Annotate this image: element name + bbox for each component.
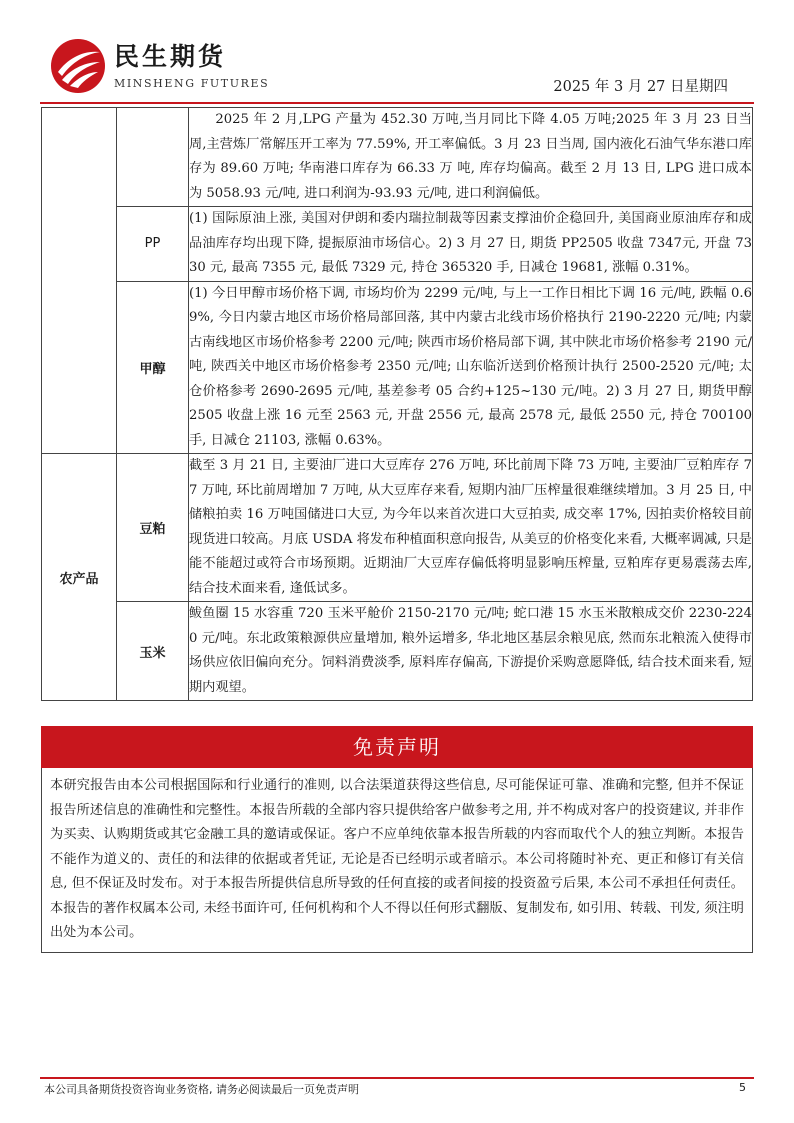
product-label-soymeal: 豆粕	[117, 454, 189, 602]
category-cell-energy	[42, 108, 117, 454]
header-divider	[40, 102, 754, 104]
category-label-agri: 农产品	[42, 454, 117, 701]
product-cell-lpg	[117, 108, 189, 207]
brand-english-name: MINSHENG FUTURES	[114, 77, 270, 90]
footer-divider	[40, 1077, 754, 1079]
disclaimer-title: 免责声明	[41, 726, 753, 768]
soymeal-analysis-text: 截至 3 月 21 日, 主要油厂进口大豆库存 276 万吨, 环比前周下降 73 万吨, 主要油厂豆粕库存 77 万吨, 环比前周增加 7 万吨, 从大豆库存来看, 短期内油厂压榨量很难继续增加。3 月 25 日, 中储粮拍卖 16 万吨国储进口大豆, 为今年以来首次进口大豆拍卖, 成交率 17%, 因拍卖价格较目前现货进口较高。月底 USDA 将发布种植面积意向报告, 从美豆的价格变化来看, 大概率调减, 只是能不能超过或符合市场预期。近期油厂大豆库存偏低将明显影响压榨量, 豆粕库存更易震荡去库, 结合技术面来看, 逢低试多。	[189, 454, 753, 602]
table-row-soymeal	[42, 454, 753, 602]
page-number: 5	[739, 1081, 746, 1094]
market-analysis-table	[41, 107, 753, 701]
product-label-methanol: 甲醇	[117, 281, 189, 454]
product-label-pp: PP	[117, 207, 189, 282]
minsheng-logo-icon	[50, 38, 106, 94]
table-row-pp	[42, 207, 753, 282]
table-row-methanol	[42, 281, 753, 454]
report-date: 2025 年 3 月 27 日星期四	[553, 79, 728, 95]
brand-name: 民生期货	[114, 42, 227, 71]
corn-analysis-text: 鲅鱼圈 15 水容重 720 玉米平舱价 2150-2170 元/吨; 蛇口港 15 水玉米散粮成交价 2230-2240 元/吨。东北政策粮源供应量增加, 粮外运增多, 华北地区基层余粮见底, 然而东北粮流入使得市场供应依旧偏向充分。饲料消费淡季, 原料库存偏高, 下游提价采购意愿降低, 结合技术面来看, 短期内观望。	[189, 602, 753, 701]
table-row-corn	[42, 602, 753, 701]
methanol-analysis-text: (1) 今日甲醇市场价格下调, 市场均价为 2299 元/吨, 与上一工作日相比下调 16 元/吨, 跌幅 0.69%, 今日内蒙古地区市场价格局部回落, 其中内蒙古北线市场价格执行 2190-2220 元/吨; 内蒙古南线地区市场价格参考 2200 元/吨; 陕西市场价格局部下调, 其中陕北市场价格参考 2190 元/吨, 陕西关中地区市场价格参考 2350 元/吨; 山东临沂送到价格预计执行 2500-2520 元/吨; 太仓价格参考 2690-2695 元/吨, 基差参考 05 合约+125~130 元/吨。2) 3 月 27 日, 期货甲醇 2505 收盘上涨 16 元至 2563 元, 开盘 2556 元, 最高 2578 元, 最低 2550 元, 持仓 700100 手, 日减仓 21103, 涨幅 0.63%。	[189, 281, 753, 454]
lpg-analysis-text: 2025 年 2 月,LPG 产量为 452.30 万吨,当月同比下降 4.05 万吨;2025 年 3 月 23 日当 周,主营炼厂常解压开工率为 77.59%, 开工率偏低。3 月 23 日当周, 国内液化石油气华东港口库存为 89.60 万吨; 华南港口库存为 66.33 万 吨, 库存均偏高。截至 2 月 13 日, LPG 进口成本为 5058.93 元/吨, 进口利润为-93.93 元/吨, 进口利润偏低。	[189, 108, 753, 207]
pp-analysis-text: (1) 国际原油上涨, 美国对伊朗和委内瑞拉制裁等因素支撑油价企稳回升, 美国商业原油库存和成品油库存均出现下降, 提振原油市场信心。2) 3 月 27 日, 期货 PP2505 收盘 7347元, 开盘 7330 元, 最高 7355 元, 最低 7329 元, 持仓 365320 手, 日减仓 19681, 涨幅 0.31%。	[189, 207, 753, 282]
disclaimer-text: 本研究报告由本公司根据国际和行业通行的准则, 以合法渠道获得这些信息, 尽可能保证可靠、准确和完整, 但并不保证报告所述信息的准确性和完整性。本报告所载的全部内容只提供给客户做参考之用, 并不构成对客户的投资建议, 并非作为买卖、认购期货或其它金融工具的邀请或保证。客户不应单纯依靠本报告所载的内容而取代个人的独立判断。本报告不能作为道义的、责任的和法律的依据或者凭证, 无论是否已经明示或者暗示。本公司将随时补充、更正和修订有关信息, 但不保证及时发布。对于本报告所提供信息所导致的任何直接的或者间接的投资盈亏后果, 本公司不承担任何责任。本报告的著作权属本公司, 未经书面许可, 任何机构和个人不得以任何形式翻版、复制发布, 如引用、转载、刊发, 须注明出处为本公司。	[41, 768, 753, 953]
table-row-lpg	[42, 108, 753, 207]
footer-notice: 本公司具备期货投资咨询业务资格, 请务必阅读最后一页免责声明	[44, 1083, 359, 1096]
product-label-corn: 玉米	[117, 602, 189, 701]
